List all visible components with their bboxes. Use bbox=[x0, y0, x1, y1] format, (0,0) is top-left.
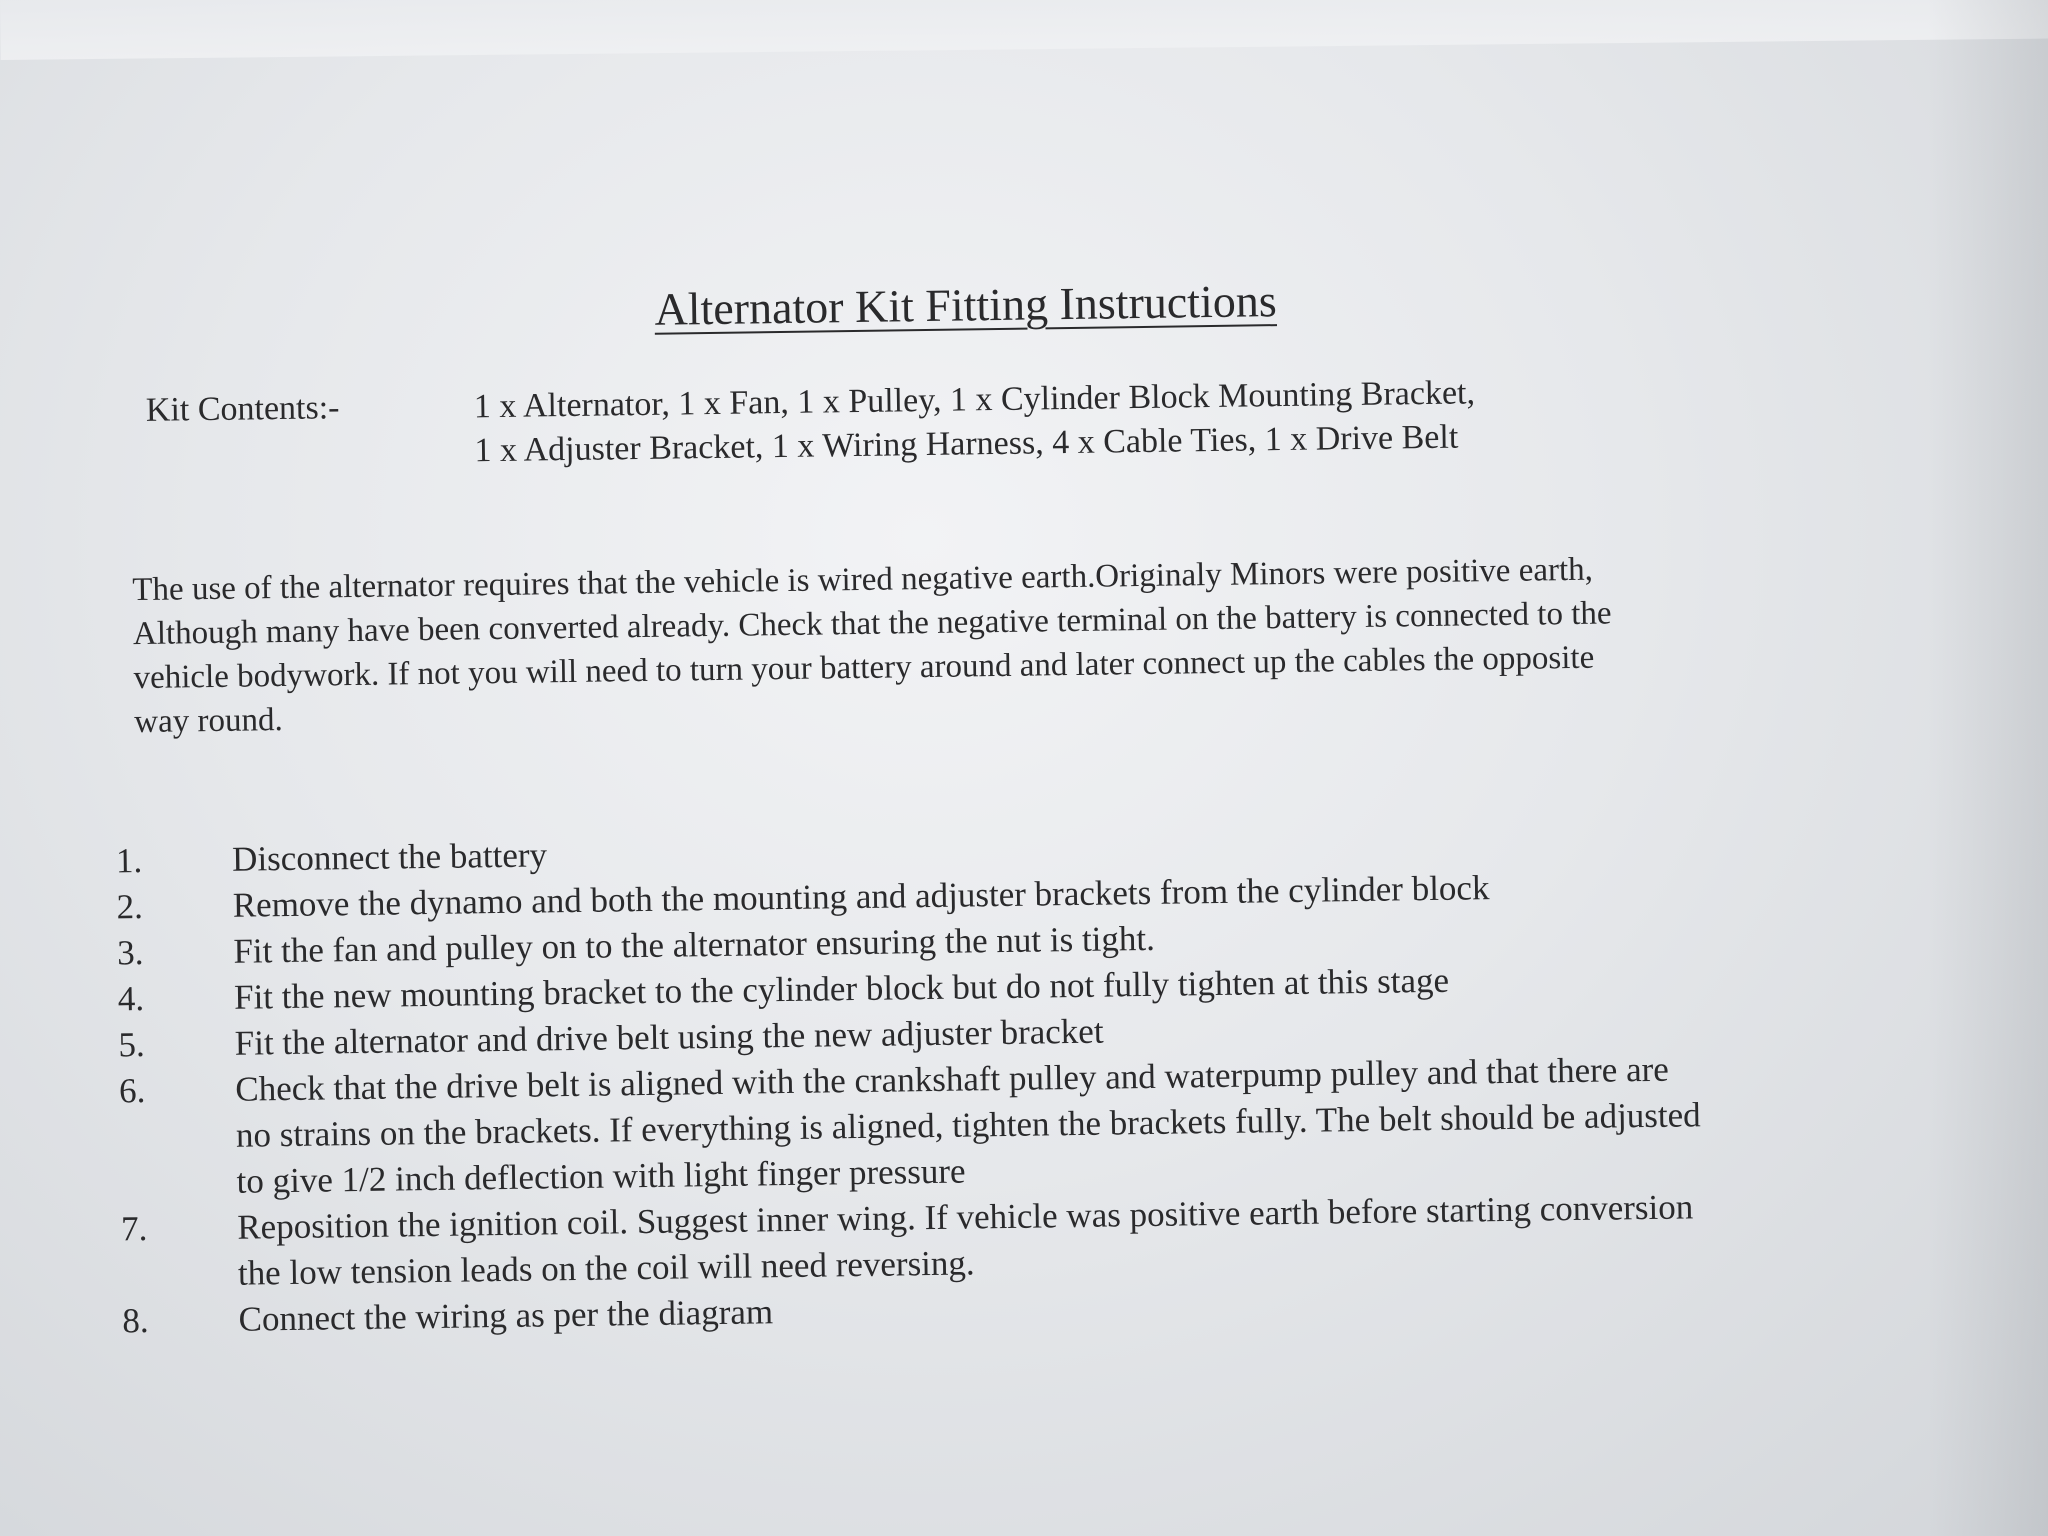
intro-line: The use of the alternator requires that the vehicle is wired negative earth.Originaly Minors were positive earth, bbox=[132, 551, 1594, 609]
steps-list bbox=[82, 816, 1704, 1344]
intro-paragraph bbox=[132, 543, 1914, 744]
intro-line: Although many have been converted already. Check that the negative terminal on the battery is connected to the bbox=[132, 595, 1612, 653]
step-number: 8. bbox=[122, 1300, 149, 1341]
step-line: Check that the drive belt is aligned with the crankshaft pulley and waterpump pulley and that there are bbox=[235, 1049, 1670, 1109]
step-text bbox=[235, 1046, 1702, 1204]
step-line: Remove the dynamo and both the mounting and adjuster brackets from the cylinder block bbox=[232, 868, 1490, 925]
step-number: 6. bbox=[118, 1070, 146, 1111]
step-line: Fit the alternator and drive belt using the new adjuster bracket bbox=[234, 1011, 1104, 1063]
step-line: Disconnect the battery bbox=[231, 835, 548, 879]
step-item bbox=[85, 1046, 1702, 1207]
step-number: 7. bbox=[120, 1208, 148, 1249]
kit-contents-label: Kit Contents:- bbox=[145, 389, 340, 429]
step-line: to give 1/2 inch deflection with light finger pressure bbox=[236, 1151, 966, 1201]
step-line: Connect the wiring as per the diagram bbox=[238, 1292, 774, 1339]
step-number: 3. bbox=[116, 932, 144, 973]
step-number: 2. bbox=[116, 886, 144, 927]
kit-contents-line: 1 x Alternator, 1 x Fan, 1 x Pulley, 1 x Cylinder Block Mounting Bracket, bbox=[473, 374, 1476, 426]
step-line: no strains on the brackets. If everything is aligned, tighten the brackets fully. The belt should be adjusted bbox=[235, 1095, 1701, 1155]
step-line: the low tension leads on the coil will need reversing. bbox=[237, 1243, 975, 1293]
intro-line: vehicle bodywork. If not you will need to turn your battery around and later connect up the cables the opposite bbox=[133, 639, 1595, 697]
kit-contents-list bbox=[474, 371, 1476, 473]
step-line: Fit the new mounting bracket to the cylinder block but do not fully tighten at this stage bbox=[233, 960, 1450, 1017]
step-number: 4. bbox=[117, 978, 145, 1019]
step-number: 1. bbox=[115, 840, 143, 881]
document-title: Alternator Kit Fitting Instructions bbox=[654, 275, 1278, 335]
step-line: Reposition the ignition coil. Suggest inner wing. If vehicle was positive earth before starting conversion bbox=[237, 1187, 1694, 1247]
step-line: Fit the fan and pulley on to the alternator ensuring the nut is tight. bbox=[233, 918, 1156, 971]
intro-line: way round. bbox=[133, 702, 283, 741]
kit-contents-line: 1 x Adjuster Bracket, 1 x Wiring Harness, 4 x Cable Ties, 1 x Drive Belt bbox=[474, 418, 1459, 470]
step-number: 5. bbox=[118, 1024, 145, 1065]
